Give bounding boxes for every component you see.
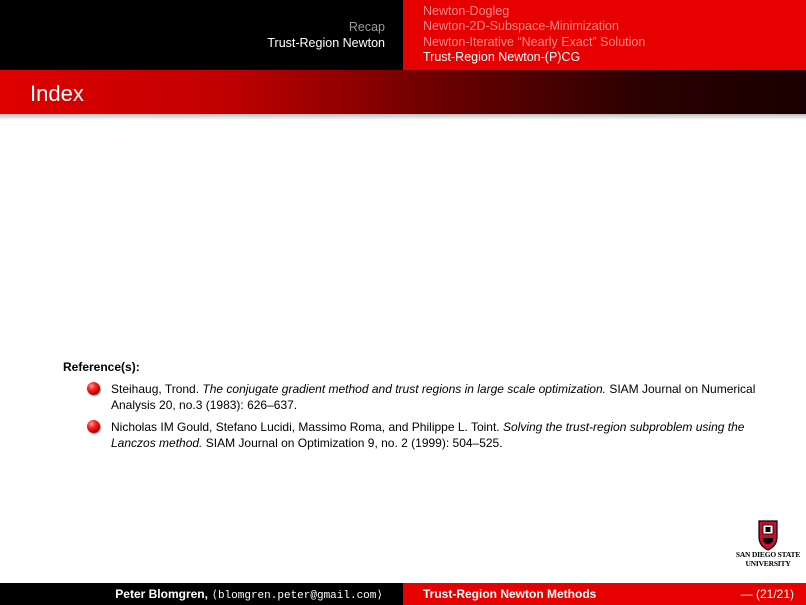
top-navigation-bar — [0, 0, 806, 70]
reference-venue: SIAM Journal on Numerical Analysis 20, no.3 (1983): 626–637. — [111, 382, 756, 412]
subsection-list — [423, 4, 645, 66]
title-bar-shadow — [0, 114, 806, 120]
logo-text-line1: SAN DIEGO STATE — [735, 550, 801, 559]
footer-title-block — [403, 583, 806, 605]
footer-author-email: ⟨blomgren.peter@gmail.com⟩ — [211, 590, 383, 602]
bullet-ball-icon — [87, 382, 100, 395]
nav-subsection-newton-dogleg[interactable]: Newton-Dogleg — [423, 4, 510, 18]
footer-author-block — [0, 583, 403, 605]
bullet-ball-icon — [87, 420, 100, 433]
frame-title: Index — [30, 81, 84, 106]
reference-authors: Steihaug, Trond. — [111, 382, 203, 396]
footer-page-number: — (21/21) — [740, 587, 794, 601]
reference-authors: Nicholas IM Gould, Stefano Lucidi, Massimo Roma, and Philippe L. Toint. — [111, 420, 503, 434]
nav-section-trust-region-newton[interactable]: Trust-Region Newton — [267, 36, 385, 50]
logo-text-line2: UNIVERSITY — [745, 559, 791, 568]
references-block — [63, 360, 763, 457]
reference-item — [63, 381, 763, 413]
section-navigation — [0, 0, 403, 70]
reference-title: The conjugate gradient method and trust regions in large scale optimization. — [202, 382, 606, 396]
nav-subsection-pcg[interactable]: Trust-Region Newton-(P)CG — [423, 50, 581, 65]
sdsu-shield-icon — [735, 519, 801, 551]
references-heading: Reference(s): — [63, 360, 140, 374]
nav-subsection-iterative-exact[interactable]: Newton-Iterative “Nearly Exact” Solution — [423, 34, 646, 49]
reference-item — [63, 419, 763, 451]
section-list — [267, 19, 385, 51]
nav-section-recap[interactable]: Recap — [348, 20, 385, 34]
footer-talk-title: Trust-Region Newton Methods — [423, 587, 597, 601]
footer-author-name: Peter Blomgren, — [115, 587, 208, 601]
frame-title-bar — [0, 70, 806, 114]
reference-venue: SIAM Journal on Optimization 9, no. 2 (1999): 504–525. — [202, 436, 503, 450]
subsection-navigation — [403, 0, 806, 70]
reference-title: Solving the trust-region subproblem using the Lanczos method. — [111, 420, 745, 450]
footer-author — [115, 587, 383, 602]
sdsu-logo — [735, 519, 801, 573]
footer-bar — [0, 583, 806, 605]
nav-subsection-2d-subspace[interactable]: Newton-2D-Subspace-Minimization — [423, 19, 619, 34]
